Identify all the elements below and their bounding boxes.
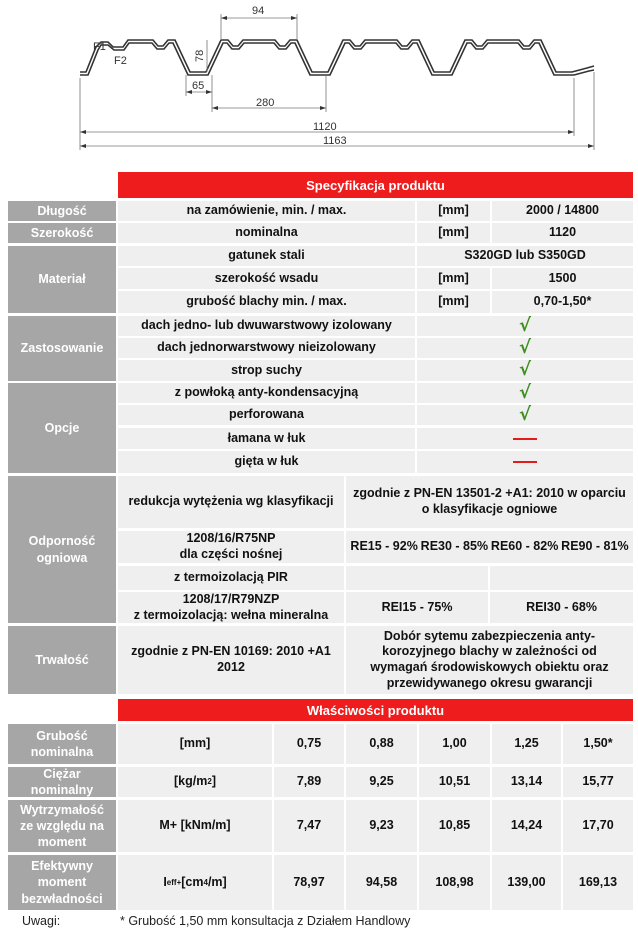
props-header: Właściwości produktu (118, 699, 633, 721)
odpornosc-r4-line2: z termoizolacją: wełna mineralna (133, 607, 329, 622)
odpornosc-r2-values (346, 531, 633, 563)
odpornosc-r4-value-2: REI30 - 68% (490, 592, 633, 623)
label-f1: F1 (93, 41, 106, 53)
odpornosc-r3-desc: z termoizolacją PIR (118, 566, 344, 590)
opcje-desc-3: łamana w łuk (118, 428, 415, 449)
re-value: RE90 - 81% (561, 539, 629, 554)
check-icon: √ (518, 336, 531, 358)
unit-sub: eff (166, 877, 177, 887)
unit-sup: + (176, 877, 182, 887)
odpornosc-r3-empty-1 (346, 566, 488, 590)
props-value: 94,58 (346, 855, 417, 910)
dlugosc-desc: na zamówienie, min. / max. (118, 201, 415, 221)
opcje-mark-2 (417, 405, 633, 425)
opcje-desc-2: perforowana (118, 405, 415, 425)
dim-1120: 1120 (313, 121, 337, 133)
odpornosc-r3-empty-2 (490, 566, 633, 590)
re-value: RE15 - 92% (350, 539, 418, 554)
props-value: 10,51 (419, 767, 490, 797)
odpornosc-r1-desc: redukcja wytężenia wg klasyfikacji (118, 476, 344, 528)
zastosowanie-desc-1: dach jedno- lub dwuwarstwowy izolowany (118, 316, 415, 336)
dim-1163: 1163 (323, 135, 347, 147)
odpornosc-r4-line1: 1208/17/R79NZP (182, 591, 280, 606)
unit-main: I (163, 874, 167, 889)
material-value-3: 0,70-1,50* (492, 291, 633, 313)
szerokosc-desc: nominalna (118, 223, 415, 243)
notes-text: * Grubość 1,50 mm konsultacja z Działem Handlowy (120, 914, 411, 928)
re-value: RE60 - 82% (490, 539, 559, 554)
dim-94: 94 (252, 5, 265, 17)
label-trwalosc: Trwałość (8, 626, 116, 694)
check-icon: √ (518, 314, 531, 336)
dlugosc-unit: [mm] (417, 201, 490, 221)
props-value: 7,47 (274, 800, 344, 852)
notes-label: Uwagi: (22, 914, 61, 928)
unit-sup: 2 (207, 777, 212, 786)
trapezoid-profile (80, 40, 594, 75)
props-value: 0,75 (274, 724, 344, 764)
label-odpornosc: Odporność ogniowa (8, 476, 116, 623)
label-material: Materiał (8, 246, 116, 313)
props-unit-grubosc: [mm] (118, 724, 272, 764)
props-unit-wytrzymalosc: M+ [kNm/m] (118, 800, 272, 852)
opcje-mark-1 (417, 383, 633, 403)
odpornosc-r1-value: zgodnie z PN-EN 13501-2 +A1: 2010 w oparciu o klasyfikacje ogniowe (346, 476, 633, 528)
szerokosc-unit: [mm] (417, 223, 490, 243)
spec-header: Specyfikacja produktu (118, 172, 633, 198)
opcje-mark-3 (417, 428, 633, 449)
dlugosc-value: 2000 / 14800 (492, 201, 633, 221)
check-icon: √ (518, 381, 531, 403)
label-f2: F2 (114, 55, 127, 67)
props-label-wytrzymalosc: Wytrzymałość ze względu na moment (8, 800, 116, 852)
props-value: 9,23 (346, 800, 417, 852)
material-value-1: S320GD lub S350GD (417, 246, 633, 266)
props-label-ciezar: Ciężar nominalny (8, 767, 116, 797)
zastosowanie-desc-2: dach jednorwarstwowy nieizolowany (118, 338, 415, 358)
dimension-lines (80, 14, 594, 150)
dimension-arrows (80, 16, 594, 148)
opcje-desc-4: gięta w łuk (118, 451, 415, 473)
material-desc-3: grubość blachy min. / max. (118, 291, 415, 313)
odpornosc-r2-line1: 1208/16/R75NP (186, 531, 276, 546)
props-unit-ciezar (118, 767, 272, 797)
odpornosc-r4-value-1: REI15 - 75% (346, 592, 488, 623)
check-icon: √ (518, 403, 531, 425)
zastosowanie-mark-3 (417, 360, 633, 381)
props-value: 15,77 (563, 767, 633, 797)
opcje-mark-4 (417, 451, 633, 473)
props-unit-moment (118, 855, 272, 910)
zastosowanie-mark-2 (417, 338, 633, 358)
unit-end: ] (211, 774, 216, 789)
unit-main: [kg/m (174, 774, 208, 789)
material-unit-3: [mm] (417, 291, 490, 313)
props-value: 10,85 (419, 800, 490, 852)
label-opcje: Opcje (8, 383, 116, 473)
props-label-grubosc: Grubość nominalna (8, 724, 116, 764)
trwalosc-desc: zgodnie z PN-EN 10169: 2010 +A1 2012 (118, 626, 344, 694)
material-value-2: 1500 (492, 268, 633, 289)
props-value: 78,97 (274, 855, 344, 910)
check-icon: √ (518, 359, 531, 381)
props-value: 17,70 (563, 800, 633, 852)
trwalosc-value: Dobór sytemu zabezpieczenia anty-korozyjnego blachy w zależności od wymagań środowiskowych obiektu oraz przewidywanego okresu gwarancji (346, 626, 633, 694)
zastosowanie-mark-1 (417, 316, 633, 336)
props-value: 13,14 (492, 767, 561, 797)
props-value: 1,50* (563, 724, 633, 764)
props-value: 0,88 (346, 724, 417, 764)
odpornosc-r2-line2: dla części nośnej (179, 547, 283, 561)
unit-mid: [cm (181, 874, 204, 889)
label-dlugosc: Długość (8, 201, 116, 221)
zastosowanie-desc-3: strop suchy (118, 360, 415, 381)
props-value: 7,89 (274, 767, 344, 797)
dash-icon (513, 461, 537, 463)
dash-icon (513, 438, 537, 440)
opcje-desc-1: z powłoką anty-kondensacyjną (118, 383, 415, 403)
re-value: RE30 - 85% (420, 539, 489, 554)
szerokosc-value: 1120 (492, 223, 633, 243)
props-value: 108,98 (419, 855, 490, 910)
material-desc-2: szerokość wsadu (118, 268, 415, 289)
unit-end: /m] (207, 874, 227, 889)
odpornosc-r4-desc (118, 592, 344, 623)
material-unit-2: [mm] (417, 268, 490, 289)
label-szerokosc: Szerokość (8, 223, 116, 243)
odpornosc-r2-desc (118, 531, 344, 563)
profile-drawing (0, 0, 638, 165)
label-zastosowanie: Zastosowanie (8, 316, 116, 381)
props-value: 1,25 (492, 724, 561, 764)
props-value: 169,13 (563, 855, 633, 910)
props-value: 1,00 (419, 724, 490, 764)
dim-280: 280 (256, 97, 275, 109)
props-value: 9,25 (346, 767, 417, 797)
dim-78: 78 (194, 49, 206, 62)
unit-sup2: 4 (203, 877, 208, 887)
props-value: 14,24 (492, 800, 561, 852)
props-value: 139,00 (492, 855, 561, 910)
dim-65: 65 (192, 80, 205, 92)
props-label-moment: Efektywny moment bezwładności (8, 855, 116, 910)
material-desc-1: gatunek stali (118, 246, 415, 266)
